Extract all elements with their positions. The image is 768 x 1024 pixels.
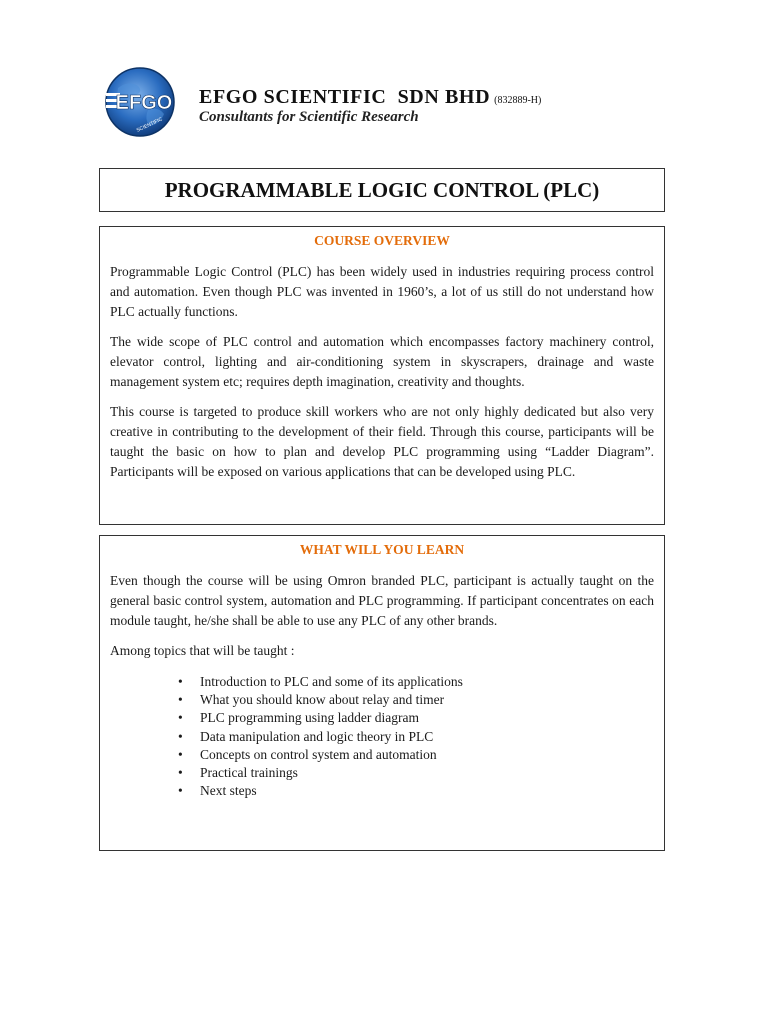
list-item	[178, 691, 654, 709]
what-will-you-learn-heading: WHAT WILL YOU LEARN	[299, 542, 465, 557]
list-item	[178, 709, 654, 727]
bullet-icon: •	[178, 765, 183, 781]
company-header	[104, 66, 624, 142]
list-item	[178, 764, 654, 782]
what-will-you-learn-section	[99, 535, 665, 851]
learn-paragraph: Even though the course will be using Omron branded PLC, participant is actually taught on the general basic control system, automation and PLC programming. If participant concentrates on each module taught, he/she shall be able to use any PLC of any other brands.	[110, 573, 654, 628]
topic-text: Introduction to PLC and some of its applications	[200, 674, 463, 689]
overview-paragraph: This course is targeted to produce skill workers who are not only highly dedicated but also very creative in contributing to the development of their field. Through this course, participants will be taught the basic on how to plan and develop PLC programming using “Ladder Diagram”. Participants will be exposed on various applications that can be developed using PLC.	[110, 404, 654, 479]
list-item	[178, 673, 654, 691]
logo-subtext: SCIENTIFIC	[135, 116, 164, 134]
bullet-icon: •	[178, 783, 183, 799]
company-name-text: EFGO SCIENTIFIC SDN BHD	[199, 86, 491, 108]
topic-text: Practical trainings	[200, 765, 298, 781]
topic-text: Data manipulation and logic theory in PLC	[200, 728, 434, 744]
bullet-icon: •	[178, 746, 183, 762]
registration-number: (832889-H)	[494, 95, 542, 106]
topics-list	[110, 673, 654, 800]
bullet-icon: •	[178, 674, 183, 689]
course-overview-heading: COURSE OVERVIEW	[314, 233, 450, 248]
overview-paragraph: Programmable Logic Control (PLC) has been widely used in industries requiring process control and automation. Even though PLC was invented in 1960’s, a lot of us still do not understand how PLC actually functions.	[110, 264, 654, 319]
bullet-icon: •	[178, 692, 183, 708]
topic-text: What you should know about relay and timer	[200, 692, 445, 708]
page-title: PROGRAMMABLE LOGIC CONTROL (PLC)	[99, 168, 665, 212]
topic-text: Next steps	[200, 783, 257, 799]
list-item	[178, 746, 654, 764]
overview-paragraph: The wide scope of PLC control and automation which encompasses factory machinery control, elevator control, lighting and air-conditioning system in skyscrapers, drainage and waste management system etc; requires depth imagination, creativity and thoughts.	[110, 334, 654, 389]
bullet-icon: •	[178, 710, 183, 726]
efgo-logo-icon	[104, 66, 176, 138]
topic-text: Concepts on control system and automation	[200, 746, 437, 762]
learn-paragraph: Among topics that will be taught :	[110, 643, 295, 658]
course-overview-section	[99, 226, 665, 525]
company-tagline: Consultants for Scientific Research	[199, 109, 419, 125]
company-name	[199, 86, 541, 109]
logo-text: EFGO	[115, 92, 173, 114]
topic-text: PLC programming using ladder diagram	[200, 710, 419, 726]
bullet-icon: •	[178, 728, 183, 744]
list-item	[178, 728, 654, 746]
list-item	[178, 782, 654, 800]
